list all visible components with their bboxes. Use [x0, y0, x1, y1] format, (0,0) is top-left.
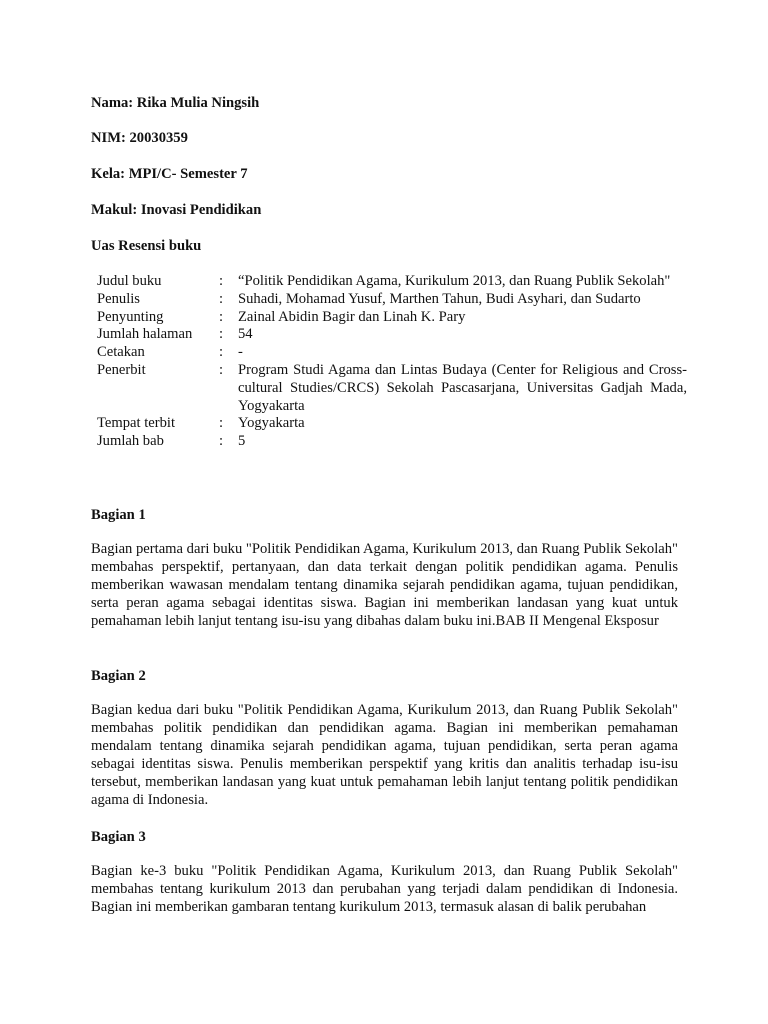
meta-label: Jumlah halaman [97, 326, 193, 343]
meta-label: Penulis [97, 290, 140, 307]
section-heading-3: Bagian 3 [91, 829, 146, 845]
meta-value: - [238, 344, 243, 361]
meta-row-penulis [97, 291, 687, 309]
meta-colon: : [219, 415, 224, 432]
meta-value: Program Studi Agama dan Lintas Budaya (Center for Religious and Cross-cultural Studies/CRCS) Sekolah Pascasarjana, Universitas Gadjah Mada, Yogyakarta [238, 361, 687, 414]
section-body-3: Bagian ke-3 buku "Politik Pendidikan Agama, Kurikulum 2013, dan Ruang Publik Sekolah" membahas tentang kurikulum 2013 dan perubahan yang terjadi dalam pendidikan di Indonesia. Bagian ini memberikan gambaran tentang kurikulum 2013, termasuk alasan di balik perubahan [91, 863, 678, 915]
meta-value: Zainal Abidin Bagir dan Linah K. Pary [238, 308, 466, 325]
meta-row-jumlah-bab [97, 433, 687, 451]
section-body-1: Bagian pertama dari buku "Politik Pendidikan Agama, Kurikulum 2013, dan Ruang Publik Sekolah" membahas perspektif, pertanyaan, dan data terkait dengan politik pendidikan agama. Penulis memberikan wawasan mendalam tentang dinamika sejarah pendidikan agama, tujuan pendidikan, serta peran agama sebagai identitas siswa. Bagian ini memberikan landasan yang kuat untuk pemahaman lebih lanjut tentang isu-isu yang dibahas dalam buku ini.BAB II Mengenal Eksposur [91, 541, 678, 629]
meta-label: Jumlah bab [97, 433, 164, 450]
meta-value: Yogyakarta [238, 415, 305, 432]
section-heading-2: Bagian 2 [91, 668, 146, 684]
meta-row-halaman [97, 326, 687, 344]
meta-colon: : [219, 344, 224, 361]
assignment-title: Uas Resensi buku [91, 238, 202, 254]
section-body-2: Bagian kedua dari buku "Politik Pendidikan Agama, Kurikulum 2013, dan Ruang Publik Sekolah" membahas politik pendidikan dan pendidikan agama. Bagian ini memberikan pemahaman mendalam tentang dinamika sejarah pendidikan agama, tujuan pendidikan, serta peran agama sebagai identitas siswa. Penulis memberikan perspektif yang kritis dan analitis terhadap isu-isu tersebut, memberikan landasan yang kuat untuk pemahaman lebih lanjut tentang politik pendidikan agama di Indonesia. [91, 702, 678, 808]
student-class: Kela: MPI/C- Semester 7 [91, 166, 248, 182]
student-nim: NIM: 20030359 [91, 130, 188, 146]
meta-colon: : [219, 326, 224, 343]
meta-value: 5 [238, 433, 246, 450]
section-heading-1: Bagian 1 [91, 507, 146, 523]
meta-row-penerbit [97, 362, 687, 415]
meta-label: Judul buku [97, 273, 162, 289]
meta-colon: : [219, 308, 224, 325]
meta-colon: : [219, 433, 224, 450]
meta-row-judul [97, 273, 687, 291]
meta-value: 54 [238, 326, 253, 343]
meta-colon: : [219, 273, 224, 289]
meta-row-tempat-terbit [97, 415, 687, 433]
meta-row-penyunting [97, 309, 687, 327]
meta-value: Suhadi, Mohamad Yusuf, Marthen Tahun, Budi Asyhari, dan Sudarto [238, 290, 641, 307]
meta-label: Tempat terbit [97, 415, 175, 432]
meta-colon: : [219, 361, 224, 378]
book-metadata-table [97, 273, 687, 451]
meta-colon: : [219, 290, 224, 307]
meta-label: Penerbit [97, 361, 146, 378]
student-name: Nama: Rika Mulia Ningsih [91, 95, 260, 111]
meta-value: “Politik Pendidikan Agama, Kurikulum 2013, dan Ruang Publik Sekolah" [238, 273, 671, 289]
course-name: Makul: Inovasi Pendidikan [91, 202, 262, 218]
meta-row-cetakan [97, 344, 687, 362]
meta-label: Cetakan [97, 344, 145, 361]
meta-label: Penyunting [97, 308, 164, 325]
